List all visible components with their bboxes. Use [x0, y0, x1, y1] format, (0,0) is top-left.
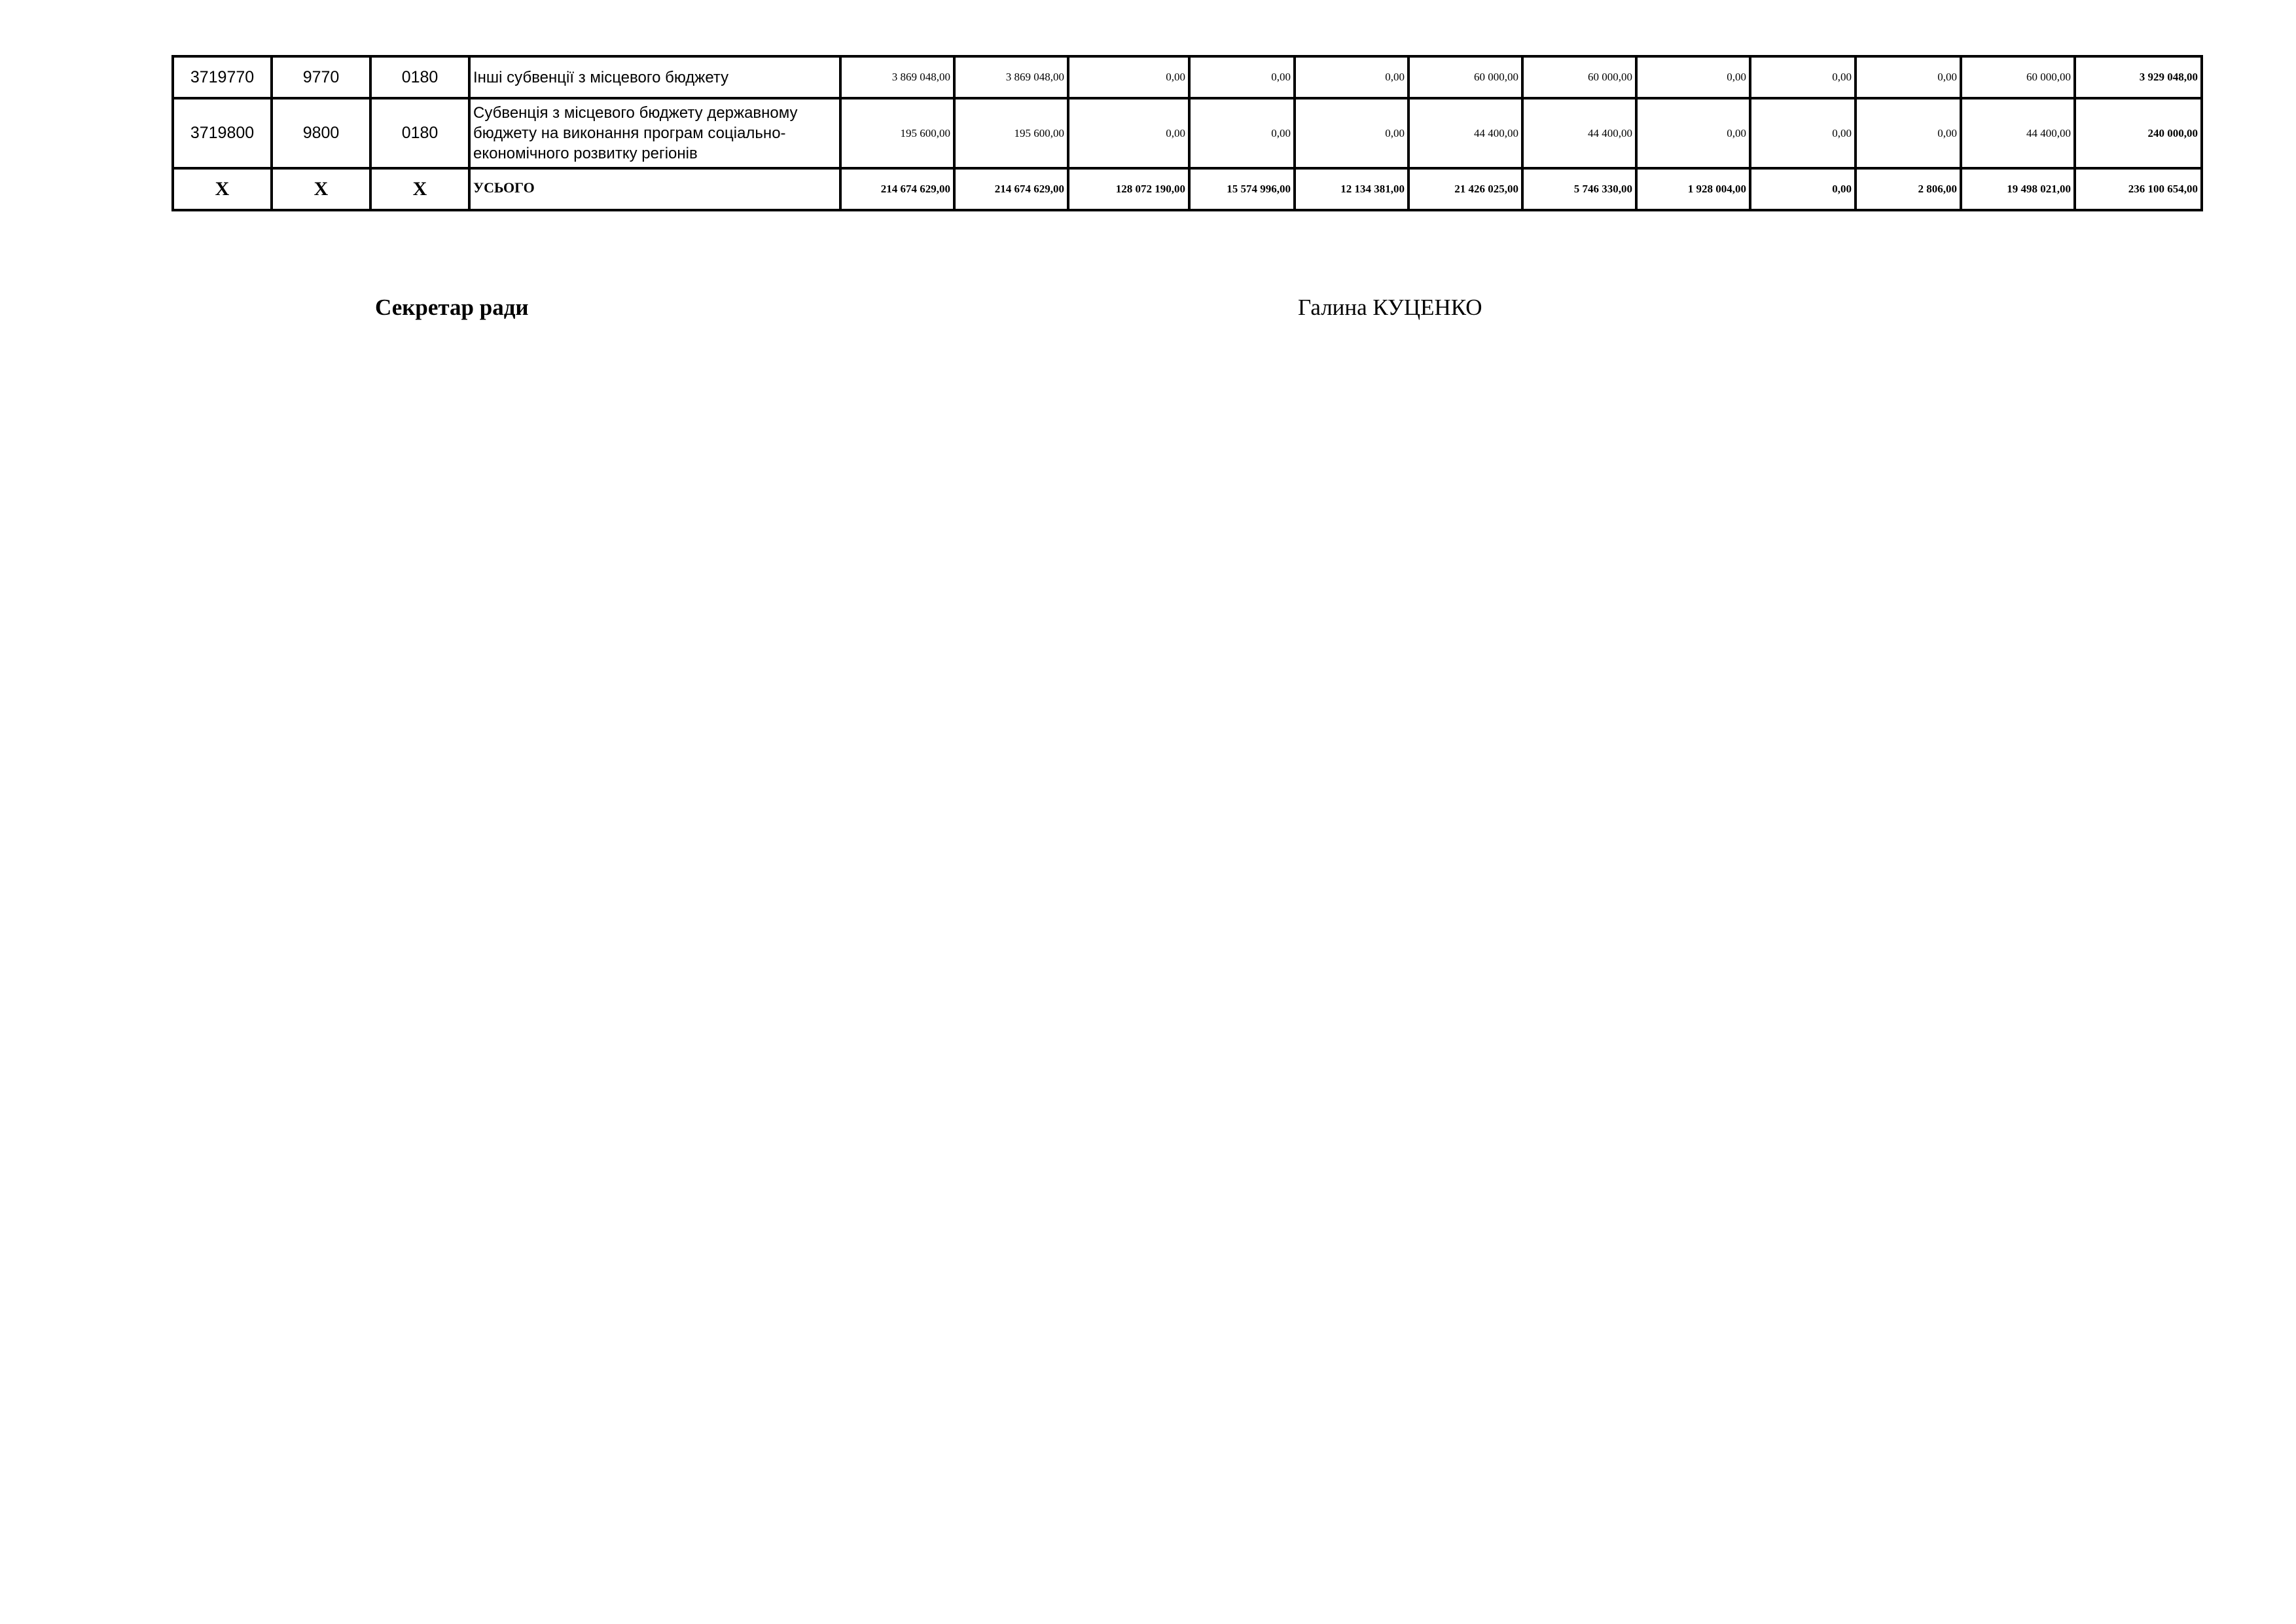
tpkvk-code-cell: X	[272, 168, 370, 210]
program-code-cell: 3719800	[173, 98, 272, 168]
value-cell: 12 134 381,00	[1295, 168, 1408, 210]
program-code-cell: 3719770	[173, 56, 272, 98]
value-cell: 0,00	[1295, 98, 1408, 168]
value-cell: 44 400,00	[1961, 98, 2075, 168]
value-cell: 1 928 004,00	[1636, 168, 1750, 210]
tpkvk-code-cell: 9800	[272, 98, 370, 168]
row-total-cell: 240 000,00	[2075, 98, 2202, 168]
value-cell: 3 869 048,00	[954, 56, 1068, 98]
value-cell: 0,00	[1189, 56, 1295, 98]
value-cell: 0,00	[1856, 56, 1961, 98]
fkvk-code-cell: 0180	[370, 98, 469, 168]
grand-total-cell: 236 100 654,00	[2075, 168, 2202, 210]
value-cell: 0,00	[1750, 168, 1856, 210]
row-name-cell: Субвенція з місцевого бюджету державному бюджету на виконання програм соціально-економічного розвитку регіонів	[469, 98, 840, 168]
tpkvk-code-cell: 9770	[272, 56, 370, 98]
value-cell: 0,00	[1750, 98, 1856, 168]
total-row	[173, 168, 2202, 210]
value-cell: 2 806,00	[1856, 168, 1961, 210]
value-cell: 214 674 629,00	[954, 168, 1068, 210]
value-cell: 44 400,00	[1522, 98, 1636, 168]
value-cell: 0,00	[1636, 56, 1750, 98]
value-cell: 195 600,00	[840, 98, 954, 168]
value-cell: 0,00	[1068, 56, 1189, 98]
value-cell: 5 746 330,00	[1522, 168, 1636, 210]
value-cell: 15 574 996,00	[1189, 168, 1295, 210]
value-cell: 3 869 048,00	[840, 56, 954, 98]
value-cell: 44 400,00	[1408, 98, 1522, 168]
value-cell: 60 000,00	[1961, 56, 2075, 98]
value-cell: 21 426 025,00	[1408, 168, 1522, 210]
program-code-cell: X	[173, 168, 272, 210]
table-row	[173, 98, 2202, 168]
value-cell: 0,00	[1636, 98, 1750, 168]
table-row	[173, 56, 2202, 98]
value-cell: 60 000,00	[1522, 56, 1636, 98]
signature-name: Галина КУЦЕНКО	[1298, 295, 1482, 320]
value-cell: 0,00	[1750, 56, 1856, 98]
value-cell: 195 600,00	[954, 98, 1068, 168]
value-cell: 60 000,00	[1408, 56, 1522, 98]
fkvk-code-cell: X	[370, 168, 469, 210]
budget-table	[171, 55, 2203, 211]
fkvk-code-cell: 0180	[370, 56, 469, 98]
signature-title: Секретар ради	[375, 295, 529, 320]
value-cell: 0,00	[1856, 98, 1961, 168]
row-name-cell: Інші субвенції з місцевого бюджету	[469, 56, 840, 98]
value-cell: 0,00	[1295, 56, 1408, 98]
value-cell: 0,00	[1189, 98, 1295, 168]
value-cell: 214 674 629,00	[840, 168, 954, 210]
value-cell: 128 072 190,00	[1068, 168, 1189, 210]
value-cell: 19 498 021,00	[1961, 168, 2075, 210]
row-total-cell: 3 929 048,00	[2075, 56, 2202, 98]
total-label-cell: УСЬОГО	[469, 168, 840, 210]
value-cell: 0,00	[1068, 98, 1189, 168]
